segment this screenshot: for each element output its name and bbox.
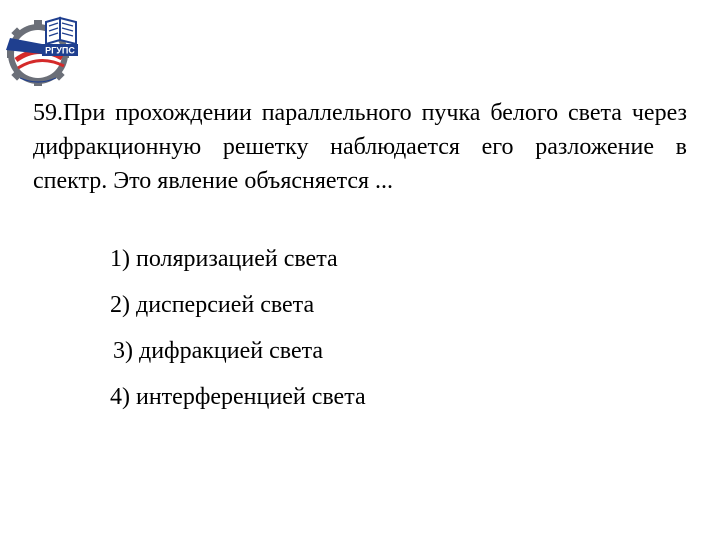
answer-option-4[interactable]: 4) интерференцией света	[110, 384, 366, 410]
logo-text: РГУПС	[45, 45, 75, 56]
university-logo-icon	[2, 4, 86, 88]
question-text: 59.При прохождении параллельного пучка белого света через дифракционную решетку наблюдается его разложение в спектр. Это явление объясняется ...	[33, 100, 687, 194]
answer-option-2[interactable]: 2) дисперсией света	[110, 292, 315, 318]
answer-option-1[interactable]: 1) поляризацией света	[110, 246, 338, 272]
answer-option-3[interactable]: 3) дифракцией света	[113, 338, 324, 364]
